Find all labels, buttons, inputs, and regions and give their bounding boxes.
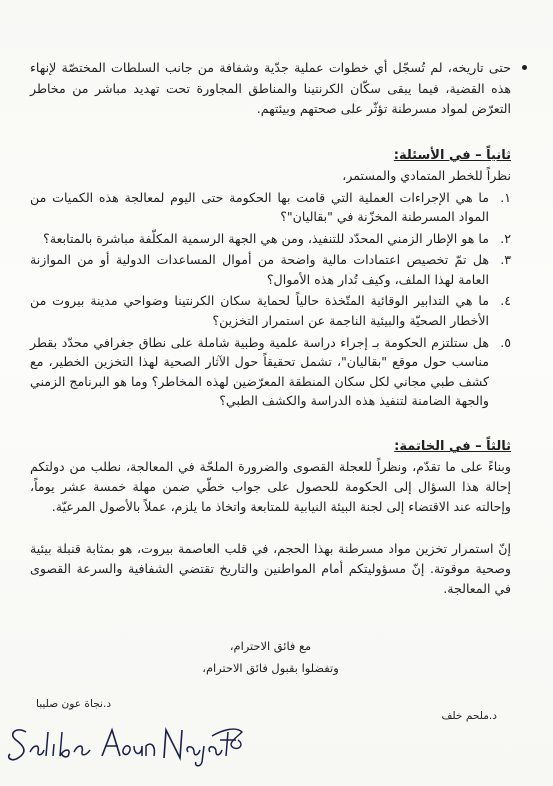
question-item xyxy=(30,250,511,289)
signatory-left: د.نجاة عون صليبا xyxy=(36,698,112,710)
signatory-right: د.ملحم خلف xyxy=(441,710,497,722)
closing-line-2: وتفضلوا بقبول فائق الاحترام، xyxy=(202,661,339,676)
section-questions-title: ثانياً – في الأسئلة: xyxy=(393,147,511,163)
question-number: ٣. xyxy=(500,252,511,268)
question-text: ما هي التدابير الوقائية المتّخذة حالياً لحماية سكان الكرنتينا وضواحي مدينة بيروت من الأخطار الصحيّة والبيئية الناجمة عن استمرار التخزين؟ xyxy=(30,293,489,329)
conclusion-paragraph-2: إنّ استمرار تخزين مواد مسرطنة بهذا الحجم، في قلب العاصمة بيروت، هو بمثابة قنبلة بيئية وصحية موقوتة. إنّ مسؤوليتكم أمام المواطنين والتاريخ تقتضي الشفافية والسرعة القصوى في المعالجة. xyxy=(30,541,511,597)
question-item xyxy=(30,229,511,249)
question-number: ٥. xyxy=(500,334,511,350)
conclusion-paragraph-1: وبناءً على ما تقدّم، ونظراً للعجلة القصوى والضرورة الملحّة في المعالجة، نطلب من دولتكم إحالة هذا السؤال إلى الحكومة للحصول على جواب خطّي ضمن مهلة خمسة عشر يوماً، وإحالته عند الاقتضاء إلى لجنة البيئة النيابية للمتابعة واتخاذ ما يلزم، عملاً بالأصول المرعيّة. xyxy=(30,459,511,515)
signatories xyxy=(0,690,553,722)
section-questions-intro: نظراً للخطر المتمادي والمستمر، xyxy=(342,167,511,183)
section-conclusion-title: ثالثاً – في الخاتمة: xyxy=(394,439,511,455)
intro-paragraph xyxy=(30,58,511,120)
closing-block xyxy=(30,635,511,679)
question-number: ٢. xyxy=(500,230,511,246)
question-number: ٤. xyxy=(500,293,511,309)
question-text: هل تمّ تخصيص اعتمادات مالية واضحة من أموال المساعدات الدولية أو من الموازنة العامة لهذا الملف، وكيف تُدار هذه الأموال؟ xyxy=(30,252,489,287)
question-item xyxy=(30,291,511,330)
question-item xyxy=(30,188,511,227)
question-item xyxy=(30,333,511,411)
question-number: ١. xyxy=(500,189,511,205)
question-text: هل ستلتزم الحكومة بـ إجراء دراسة علمية وطبية شاملة على نطاق جغرافي محدّد بقطر مناسب حول موقع "بقاليان"، تشمل تحقيقاً حول الآثار الصحية لهذا التخزين الخطير، مع كشف طبي مجاني لكل سكان المنطقة المعرّضين لهذه المخاطر؟ وما هو البرنامج الزمني والجهة الضامنة لتنفيذ هذه الدراسة والكشف الطبي؟ xyxy=(30,334,489,409)
questions-list xyxy=(30,188,511,412)
bullet-icon xyxy=(522,65,527,70)
question-text: ما هي الإجراءات العملية التي قامت بها الحكومة حتى اليوم لمعالجة هذه الكميات من المواد المسرطنة المخزّنة في "بقاليان"؟ xyxy=(30,189,489,225)
handwritten-signature xyxy=(6,718,246,770)
question-text: ما هو الإطار الزمني المحدّد للتنفيذ، ومن هي الجهة الرسمية المكلّفة مباشرة بالمتابعة؟ xyxy=(43,230,489,246)
closing-line-1: مع فائق الاحترام، xyxy=(229,639,312,654)
intro-paragraph-text: حتى تاريخه، لم تُسجّل أي خطوات عملية جدّية وشفافة من جانب السلطات المختصّة لإنهاء هذه القضية، فيما يبقى سكّان الكرنتينا والمناطق المجاورة تحت تهديد مباشر من مخاطر التعرّض لمواد مسرطنة تؤثّر على صحتهم وبيئتهم. xyxy=(30,60,511,116)
